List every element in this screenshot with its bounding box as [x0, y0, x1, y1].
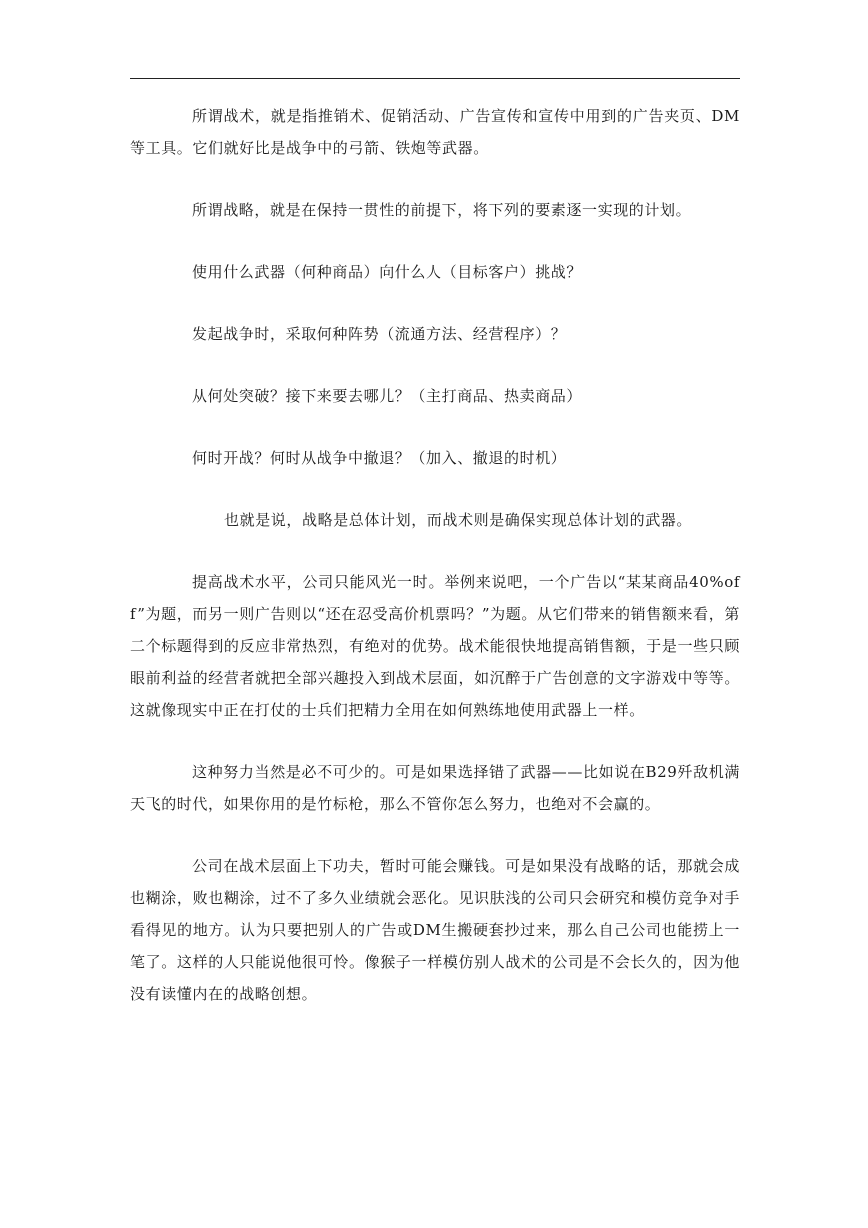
- paragraph-no-strategy: 公司在战术层面上下功夫，暂时可能会赚钱。可是如果没有战略的话，那就会成也糊涂，败也糊涂，过不了多久业绩就会恶化。见识肤浅的公司只会研究和模仿竞争对手看得见的地方。认为只要把别人的广告或DM生搬硬套抄过来，那么自己公司也能捞上一笔了。这样的人只能说他很可怜。像猴子一样模仿别人战术的公司是不会长久的，因为他没有读懂内在的战略创想。: [130, 857, 740, 1003]
- paragraph-summary: 也就是说，战略是总体计划，而战术则是确保实现总体计划的武器。: [224, 511, 693, 529]
- paragraph-wrong-weapon: 这种努力当然是必不可少的。可是如果选择错了武器——比如说在B29歼敌机满天飞的时代，如果你用的是竹标枪，那么不管你怎么努力，也绝对不会赢的。: [130, 763, 740, 813]
- paragraph-question-weapon: 使用什么武器（何种商品）向什么人（目标客户）挑战？: [192, 263, 583, 281]
- paragraph-tactics-definition: 所谓战术，就是指推销术、促销活动、广告宣传和宣传中用到的广告夹页、DM等工具。它们就好比是战争中的弓箭、铁炮等武器。: [130, 107, 740, 157]
- header-rule: [130, 78, 740, 79]
- paragraph-strategy-definition: 所谓战略，就是在保持一贯性的前提下，将下列的要素逐一实现的计划。: [192, 201, 692, 219]
- paragraph-question-formation: 发起战争时，采取何种阵势（流通方法、经营程序）？: [192, 325, 567, 343]
- paragraph-question-breakthrough: 从何处突破？接下来要去哪儿？（主打商品、热卖商品）: [192, 387, 583, 405]
- paragraph-tactics-example: 提高战术水平，公司只能风光一时。举例来说吧，一个广告以“某某商品40%off”为题，而另一则广告则以“还在忍受高价机票吗？”为题。从它们带来的销售额来看，第二个标题得到的反应非常热烈，有绝对的优势。战术能很快地提高销售额，于是一些只顾眼前利益的经营者就把全部兴趣投入到战术层面，如沉醉于广告创意的文字游戏中等等。这就像现实中正在打仗的士兵们把精力全用在如何熟练地使用武器上一样。: [130, 573, 740, 719]
- document-body: [130, 100, 740, 1010]
- paragraph-question-timing: 何时开战？何时从战争中撤退？（加入、撤退的时机）: [192, 449, 567, 467]
